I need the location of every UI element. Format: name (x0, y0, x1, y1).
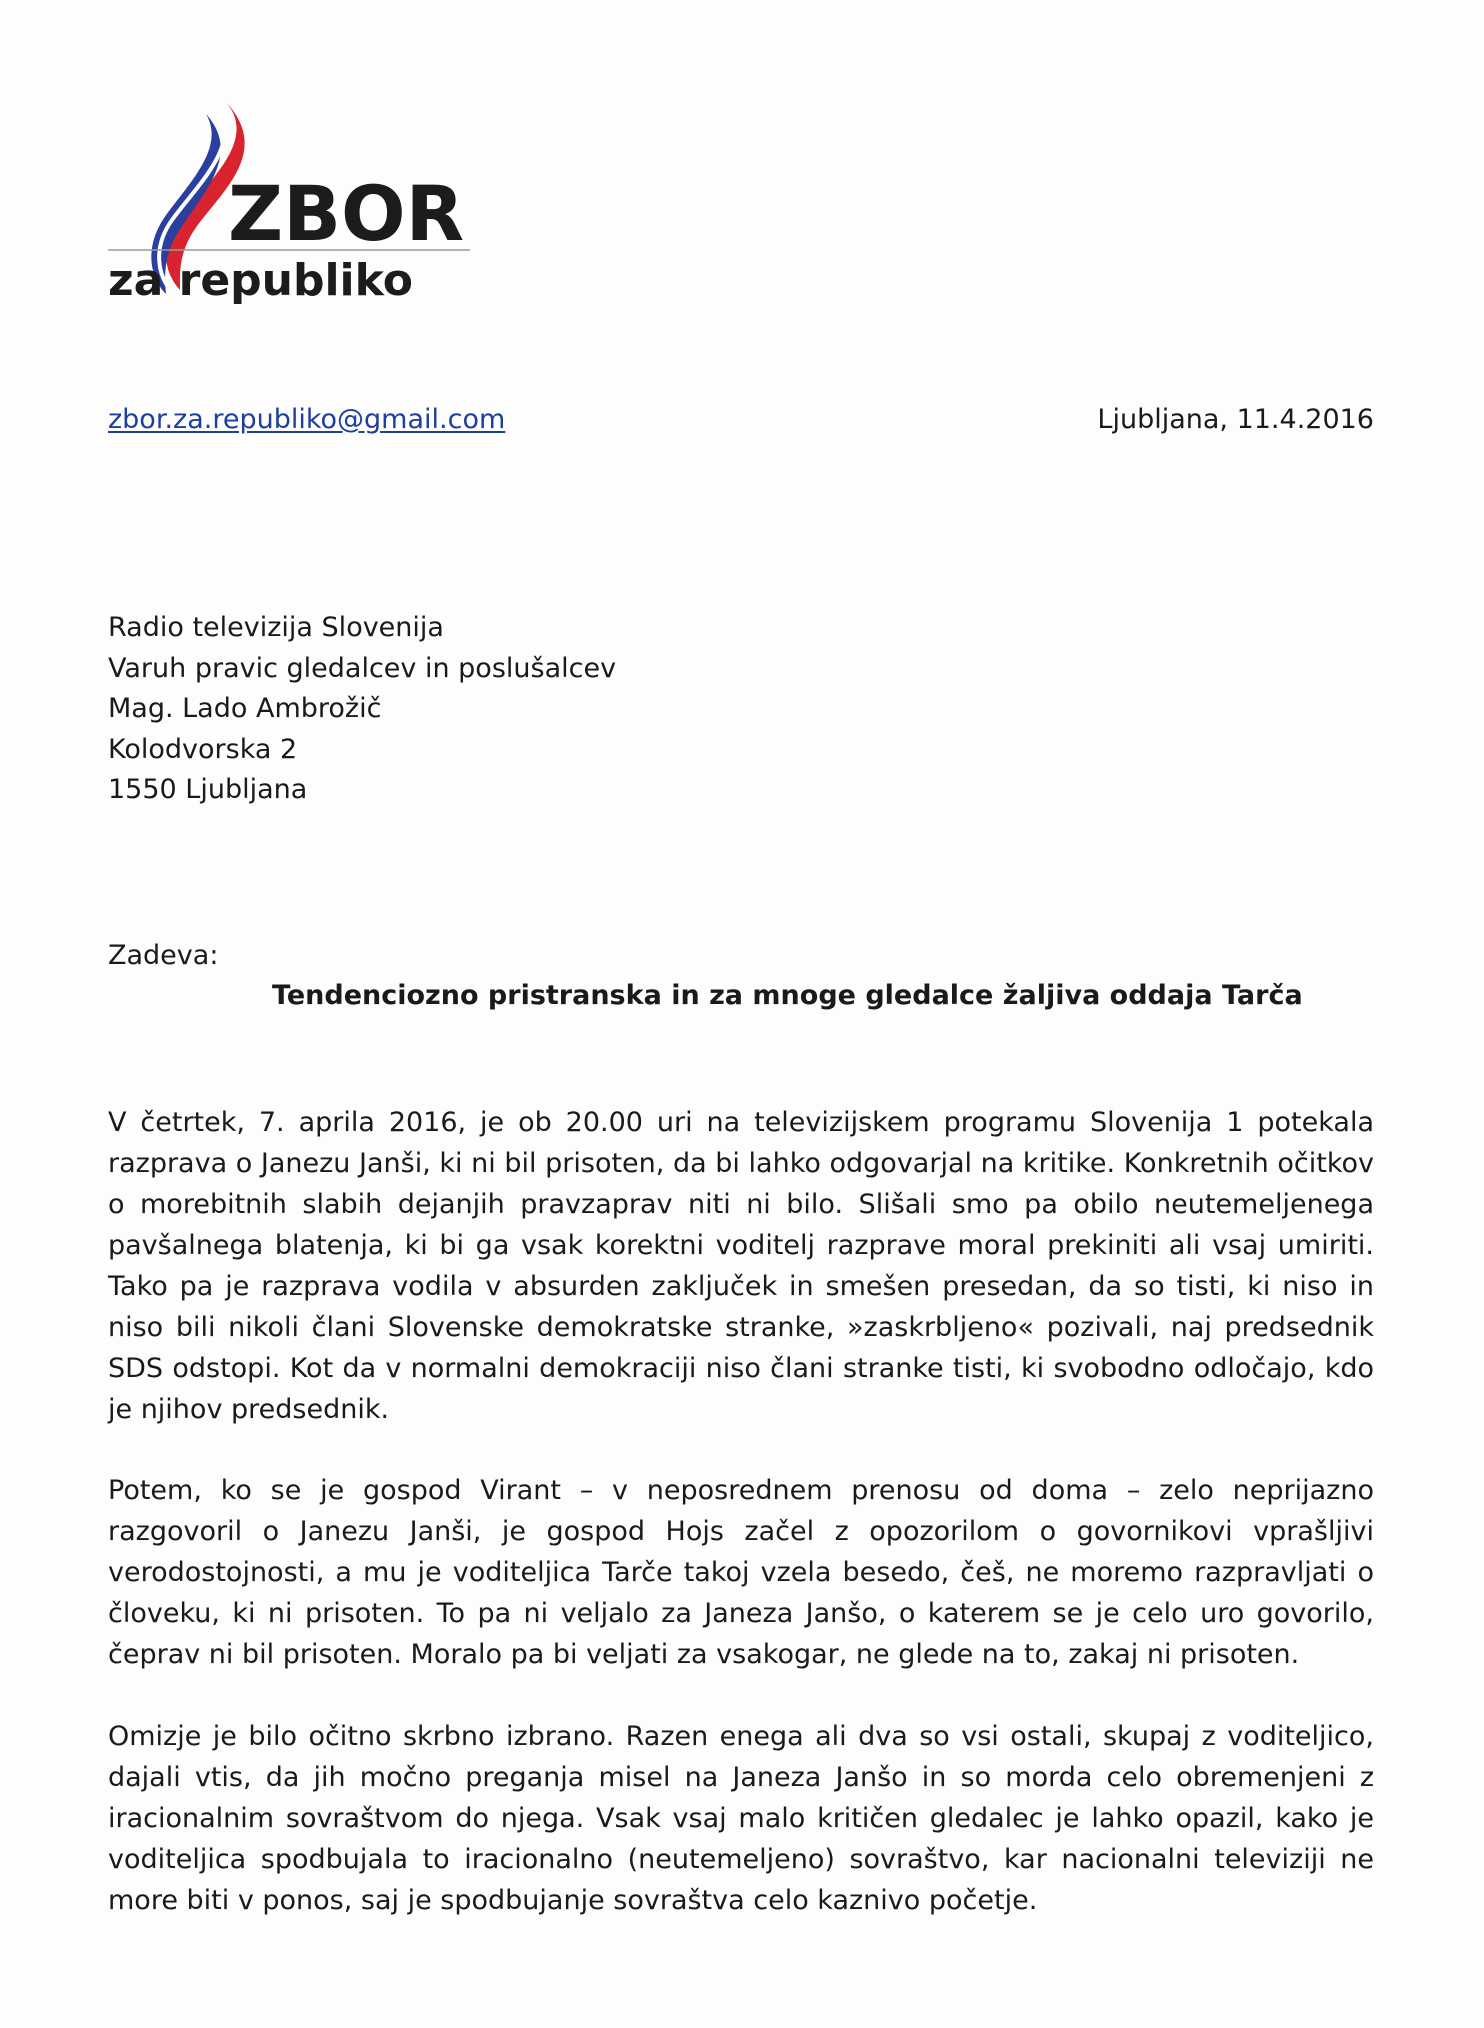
recipient-address (108, 608, 616, 811)
subject-label: Zadeva: (108, 940, 219, 971)
recipient-line: Kolodvorska 2 (108, 733, 298, 765)
logo-subtitle: za republiko (108, 255, 413, 306)
recipient-line: 1550 Ljubljana (108, 774, 308, 805)
recipient-line: Mag. Lado Ambrožič (108, 693, 382, 724)
body-paragraph: V četrtek, 7. aprila 2016, je ob 20.00 uri na televizijskem programu Slovenija 1 potekala razprava o Janezu Janši, ki ni bil prisoten, da bi lahko odgovarjal na kritike. Konkretnih očitkov o morebitnih slabih dejanjih pravzaprav niti ni bilo. Slišali smo pa obilo neutemeljenega pavšalnega blatenja, ki bi ga vsak korektni voditelj razprave moral prekiniti ali vsaj umiriti. Tako pa je razprava vodila v absurden zaključek in smešen presedan, da so tisti, ki niso in niso bili nikoli člani Slovenske demokratske stranke, »zaskrbljeno« pozivali, naj predsednik SDS odstopi. Kot da v normalni demokraciji niso člani stranke tisti, ki svobodno odločajo, kdo je njihov predsednik. (108, 1107, 1374, 1425)
recipient-line: Varuh pravic gledalcev in poslušalcev (108, 652, 617, 684)
subject-title: Tendenciozno pristranska in za mnoge gledalce žaljiva oddaja Tarča (272, 980, 1303, 1011)
body-paragraph: Omizje je bilo očitno skrbno izbrano. Razen enega ali dva so vsi ostali, skupaj z voditeljico, dajali vtis, da jih močno preganja misel na Janeza Janšo in so morda celo obremenjeni z iracionalnim sovraštvom do njega. Vsak vsaj malo kritičen gledalec je lahko opazil, kako je voditeljica spodbujala to iracionalno (neutemeljeno) sovraštvo, kar nacionalni televiziji ne more biti v ponos, saj je spodbujanje sovraštva celo kaznivo početje. (108, 1721, 1374, 1916)
recipient-line: Radio televizija Slovenija (108, 612, 444, 643)
zbor-logo (108, 100, 498, 320)
place-date: Ljubljana, 11.4.2016 (1097, 404, 1374, 435)
letter-header (108, 404, 1374, 444)
email-link[interactable]: zbor.za.republiko@gmail.com (108, 404, 506, 435)
logo-title: ZBOR (228, 169, 465, 258)
body-paragraph: Potem, ko se je gospod Virant – v neposrednem prenosu od doma – zelo neprijazno razgovoril o Janezu Janši, je gospod Hojs začel z opozorilom o govornikovi vprašljivi verodostojnosti, a mu je voditeljica Tarče takoj vzela besedo, češ, ne moremo razpravljati o človeku, ki ni prisoten. To pa ni veljalo za Janeza Janšo, o katerem se je celo uro govorilo, čeprav ni bil prisoten. Moralo pa bi veljati za vsakogar, ne glede na to, zakaj ni prisoten. (108, 1475, 1374, 1670)
flag-swoosh-logo (108, 100, 498, 320)
